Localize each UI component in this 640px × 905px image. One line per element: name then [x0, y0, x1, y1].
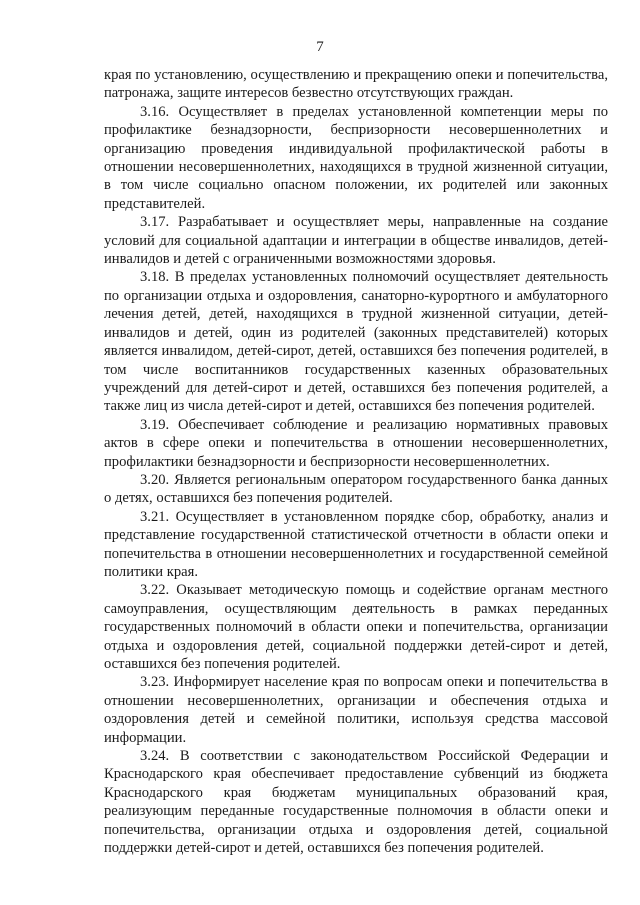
paragraph-3-21: 3.21. Осуществляет в установленном порядке сбор, обработку, анализ и представление государственной статистической отчетности в области опеки и попечительства в отношении несовершеннолетних и государственной семейной политики края.	[104, 508, 608, 580]
paragraph-3-20: 3.20. Является региональным оператором государственного банка данных о детях, оставшихся без попечения родителей.	[104, 471, 608, 507]
paragraph-3-16: 3.16. Осуществляет в пределах установленной компетенции меры по профилактике безнадзорности, беспризорности несовершеннолетних и организацию проведения индивидуальной профилактической работы в отношении несовершеннолетних, находящихся в трудной жизненной ситуации, в том числе социально опасном положении, их родителей или законных представителей.	[104, 103, 608, 212]
paragraph-3-18: 3.18. В пределах установленных полномочий осуществляет деятельность по организации отдыха и оздоровления, санаторно-курортного и амбулаторного лечения детей, детей, находящихся в трудной жизненной ситуации, детей-инвалидов и детей, один из родителей (законных представителей) которых является инвалидом, детей-сирот, детей, оставшихся без попечения родителей, в том числе воспитанников государственных казенных образовательных учреждений для детей-сирот и детей, оставшихся без попечения родителей, а также лиц из числа детей-сирот и детей, оставшихся без попечения родителей.	[104, 269, 608, 415]
page-number: 7	[316, 39, 324, 55]
document-body	[104, 66, 608, 857]
paragraph-3-19: 3.19. Обеспечивает соблюдение и реализацию нормативных правовых актов в сфере опеки и попечительства в отношении несовершеннолетних, профилактики безнадзорности и беспризорности несовершеннолетних.	[104, 416, 608, 470]
paragraph-3-24: 3.24. В соответствии с законодательством Российской Федерации и Краснодарского края обеспечивает предоставление субвенций из бюджета Краснодарского края бюджетам муниципальных образований края, реализующим переданные государственные полномочия в области опеки и попечительства, организации отдыха и оздоровления детей, социальной поддержки детей-сирот и детей, оставшихся без попечения родителей.	[104, 748, 608, 857]
paragraph-3-17: 3.17. Разрабатывает и осуществляет меры, направленные на создание условий для социальной адаптации и интеграции в обществе инвалидов, детей-инвалидов и детей с ограниченными возможностями здоровья.	[104, 214, 608, 268]
paragraph-3-23: 3.23. Информирует население края по вопросам опеки и попечительства в отношении несовершеннолетних, организации и обеспечения отдыха и оздоровления детей и семейной политики, используя средства массовой информации.	[104, 674, 608, 746]
paragraph-continuation: края по установлению, осуществлению и прекращению опеки и попечительства, патронажа, защите интересов безвестно отсутствующих граждан.	[104, 67, 608, 102]
paragraph-3-22: 3.22. Оказывает методическую помощь и содействие органам местного самоуправления, осуществляющим деятельность в рамках переданных государственных полномочий в области опеки и попечительства, организации отдыха и оздоровления детей, социальной поддержки детей-сирот и детей, оставшихся без попечения родителей.	[104, 582, 608, 672]
